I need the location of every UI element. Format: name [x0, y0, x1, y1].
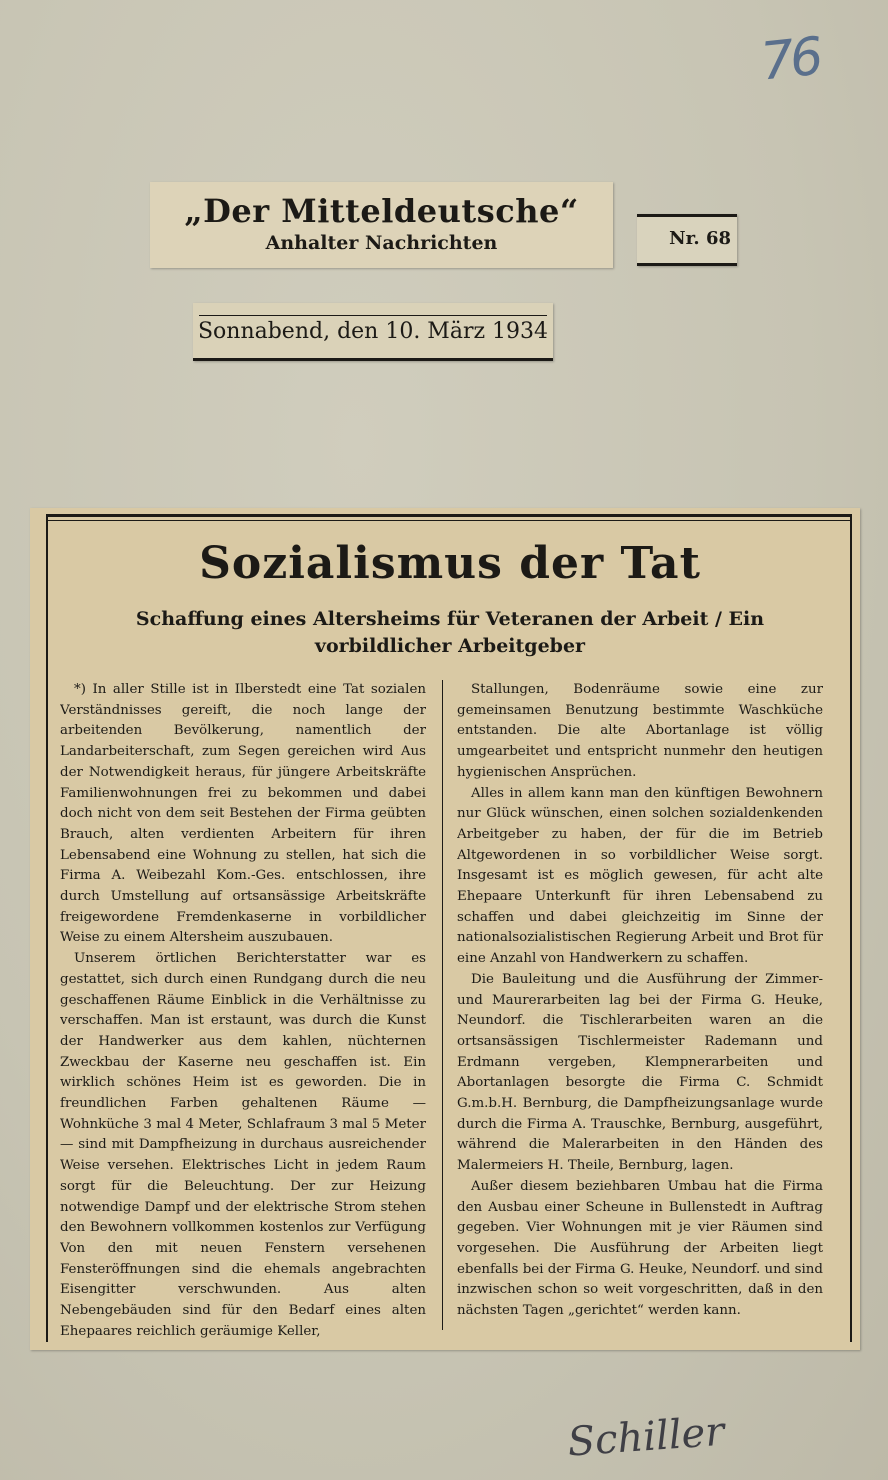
article-subheadline: Schaffung eines Altersheims für Veteranen der Arbeit / Ein vorbildlicher Arbeitgeber: [135, 608, 765, 657]
article-clipping: [30, 508, 860, 1350]
newspaper-masthead: [150, 182, 613, 268]
paragraph: *) In aller Stille ist in Ilberstedt eine Tat sozialen Verständnisses gereift, die noch lange der arbeitenden Bevölkerung, namentlich der Landarbeiterschaft, zum Segen gereichen wird Aus der Notwendigkeit heraus, für jüngere Arbeitskräfte Familienwohnungen frei zu bekommen und dabei doch nicht von dem seit Bestehen der Firma geübten Brauch, alten verdienten Arbeitern für ihren Lebensabend eine Wohnung zu stellen, hat sich die Firma A. Weibezahl Kom.-Ges. entschlossen, ihre durch Umstellung auf ortsansässige Arbeitskräfte freigewordene Fremdenkaserne in vorbildlicher Weise zu einem Altersheim auszubauen.: [60, 682, 426, 946]
article-right-border: [850, 514, 852, 1342]
article-top-rule-thin: [46, 520, 852, 521]
article-headline: Sozialismus der Tat: [199, 538, 701, 589]
date-rule: [199, 315, 547, 316]
handwritten-signature: Schiller: [566, 1408, 726, 1466]
paragraph: Unserem örtlichen Berichterstatter war es gestattet, sich durch einen Rundgang durch die neu geschaffenen Räume Einblick in die Verhältnisse zu verschaffen. Man ist erstaunt, was durch die Kunst der Handwerker aus dem kahlen, nüchternen Zweckbau der Kaserne neu geschaffen ist. Ein wirklich schönes Heim ist es geworden. Die in freundlichen Farben gehaltenen Räume — Wohnküche 3 mal 4 Meter, Schlafraum 3 mal 5 Meter — sind mit Dampfheizung in durchaus ausreichender Weise versehen. Elektrisches Licht in jedem Raum sorgt für die Beleuchtung. Der zur Heizung notwendige Dampf und der elektrische Strom stehen den Bewohnern vollkommen kostenlos zur Verfügung Von den mit neuen Fenstern versehenen Fensteröffnungen sind die ehemals angebrachten Eisengitter verschwunden. Aus alten Nebengebäuden sind für den Bedarf eines alten Ehepaares reichlich geräumige Keller,: [60, 951, 426, 1339]
article-left-border: [46, 514, 48, 1342]
newspaper-title: „Der Mitteldeutsche“: [184, 192, 579, 230]
column-divider: [442, 680, 443, 1330]
issue-number-clip: [637, 214, 737, 266]
newspaper-subtitle: Anhalter Nachrichten: [265, 232, 498, 254]
article-column-left: [60, 680, 426, 1340]
paragraph: Außer diesem beziehbaren Umbau hat die Firma den Ausbau einer Scheune in Bullenstedt in Auftrag gegeben. Vier Wohnungen mit je vier Räumen sind vorgesehen. Die Ausführung der Arbeiten liegt ebenfalls bei der Firma G. Heuke, Neundorf. und sind inzwischen schon so weit vorgeschritten, daß in den nächsten Tagen „gerichtet“ werden kann.: [457, 1178, 823, 1319]
archive-page-number: 76: [758, 26, 823, 93]
article-column-right: [457, 680, 823, 1340]
date-clip: [193, 303, 553, 361]
date-line: Sonnabend, den 10. März 1934: [197, 319, 549, 344]
paragraph: Alles in allem kann man den künftigen Bewohnern nur Glück wünschen, einen solchen sozialdenkenden Arbeitgeber zu haben, der für die im Betrieb Altgewordenen in so vorbildlicher Weise sorgt. Insgesamt ist es möglich gewesen, für acht alte Ehepaare Unterkunft für ihren Lebensabend zu schaffen und dabei gleichzeitig im Sinne der nationalsozialistischen Regierung Arbeit und Brot für eine Anzahl von Handwerkern zu schaffen.: [457, 785, 823, 967]
article-top-rule: [46, 514, 852, 517]
paragraph: Die Bauleitung und die Ausführung der Zimmer- und Maurerarbeiten lag bei der Firma G. Heuke, Neundorf. die Tischlerarbeiten waren an die ortsansässigen Tischlermeister Rademann und Erdmann vergeben, Klempnerarbeiten und Abortanlagen besorgte die Firma C. Schmidt G.m.b.H. Bernburg, die Dampfheizungsanlage wurde durch die Firma A. Trauschke, Bernburg, ausgeführt, während die Malerarbeiten in den Händen des Malermeiers H. Theile, Bernburg, lagen.: [457, 971, 823, 1174]
paragraph: Stallungen, Bodenräume sowie eine zur gemeinsamen Benutzung bestimmte Waschküche entstanden. Die alte Abortanlage ist völlig umgearbeitet und entspricht nunmehr den heutigen hygienischen Ansprüchen.: [457, 682, 823, 780]
issue-number: Nr. 68: [669, 228, 731, 249]
